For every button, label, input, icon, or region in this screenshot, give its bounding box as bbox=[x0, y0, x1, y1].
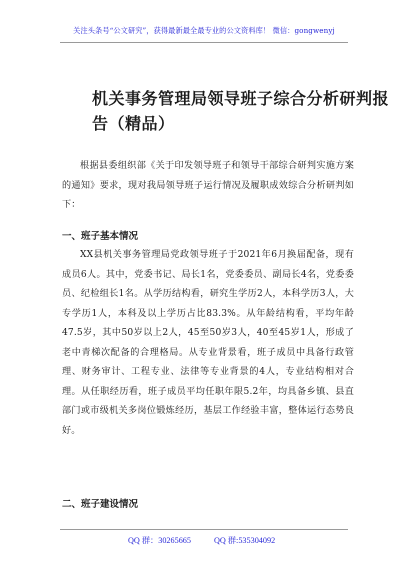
header-divider bbox=[60, 42, 348, 43]
document-title: 机关事务管理局领导班子综合分析研判报告（精品） bbox=[92, 89, 390, 133]
header-banner: 关注头条号“公文研究”，获得最新最全最专业的公文资料库！ 微信：gongwenyj bbox=[73, 26, 335, 35]
section-body-basic-info: XX县机关事务管理局党政领导班子于2021年6月换届配备，现有成员6人。其中，党委书记、局长1名，党委委员、副局长4名，党委委员、纪检组长1名。从学历结构看，研究生学历2人，本科学历3人，大专学历1人，本科及以上学历占比83.3%。从年龄结构看，平均年龄47.5岁，其中50岁以上2人，45至50岁3人，40至45岁1人，形成了老中青梯次配备的合理格局。从专业背景看，班子成员中具备行政管理、财务审计、工程专业、法律等专业背景的4人，专业结构相对合理。从任职经历看，班子成员平均任职年限5.2年，均具备乡镇、县直部门或市级机关多岗位锻炼经历，基层工作经验丰富，整体运行态势良好。 bbox=[62, 250, 354, 436]
section-heading-team-building: 二、班子建设情况 bbox=[62, 499, 139, 510]
footer-qq-group-right: QQ 群:535304092 bbox=[214, 536, 276, 545]
footer-qq-group-left: QQ 群：30265665 bbox=[128, 536, 191, 545]
footer-divider bbox=[60, 529, 348, 530]
intro-paragraph: 根据县委组织部《关于印发领导班子和领导干部综合研判实施方案的通知》要求，现对我局领导班子运行情况及履职成效综合分析研判如下： bbox=[62, 161, 354, 210]
section-heading-basic-info: 一、班子基本情况 bbox=[62, 231, 139, 242]
